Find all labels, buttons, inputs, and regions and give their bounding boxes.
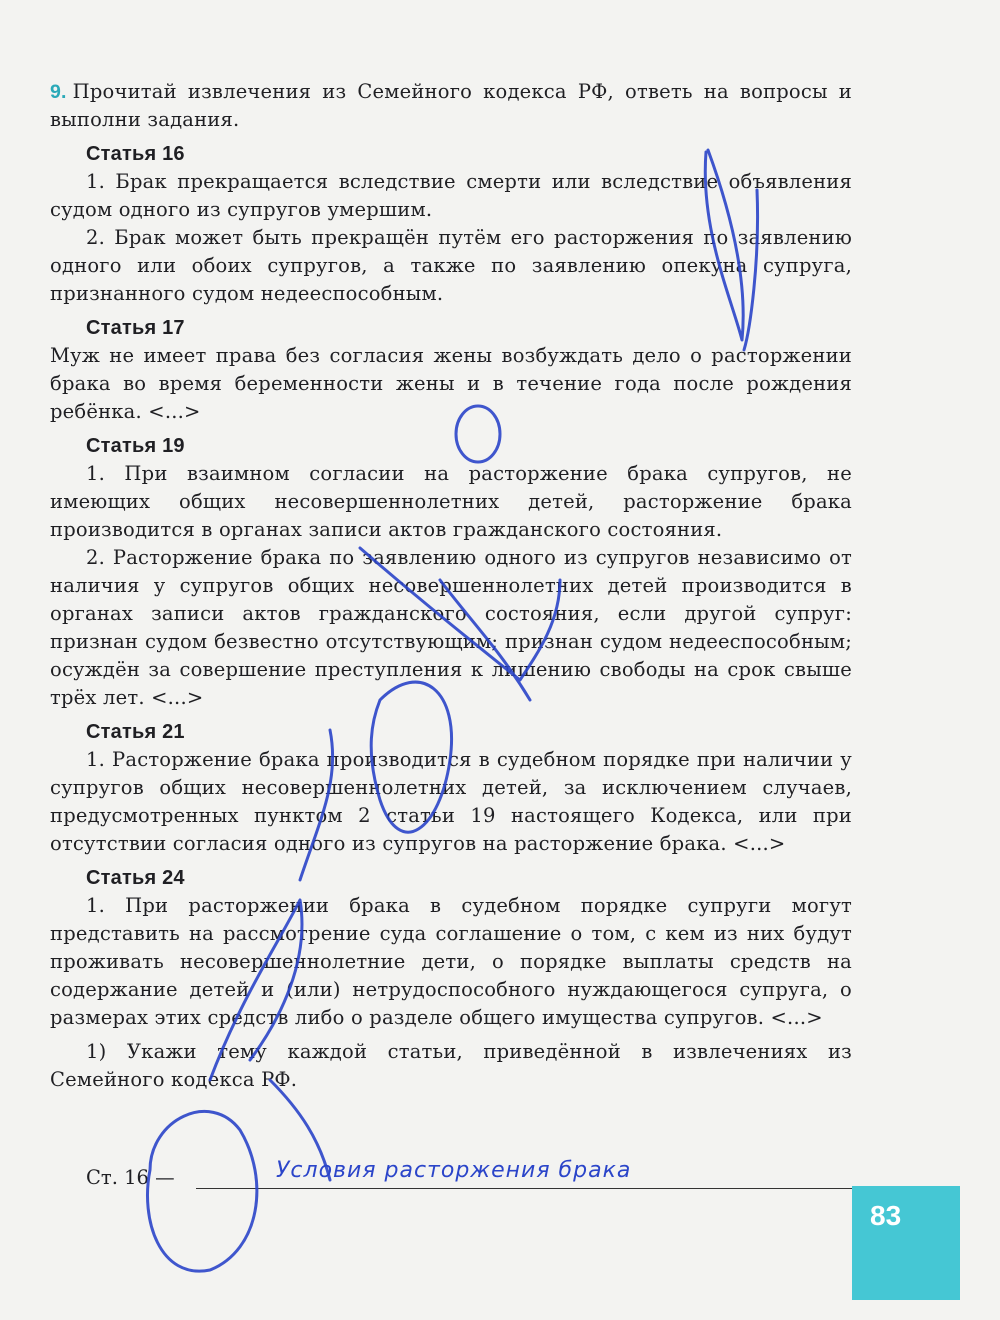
answer-underline — [196, 1188, 852, 1189]
answer-line[interactable] — [86, 1158, 854, 1192]
article-paragraph: Муж не имеет права без согласия жены возбуждать дело о расторжении брака во время беременности жены и в течение года после рождения ребёнка. <...> — [50, 344, 852, 423]
task-number: 9. — [50, 81, 67, 103]
page-number: 83 — [870, 1200, 902, 1231]
page-number-badge — [852, 1186, 960, 1300]
article-title: Статья 17 — [86, 317, 185, 339]
article-paragraph: 2. Брак может быть прекращён путём его расторжения по заявлению одного или обоих супругов, а также по заявлению опекуна супруга, признанного судом недееспособным. — [50, 226, 852, 305]
answer-label: Ст. 16 — — [86, 1166, 175, 1189]
question-1: 1) Укажи тему каждой статьи, приведённой в извлечениях из Семейного кодекса РФ. — [50, 1040, 852, 1091]
article-paragraph: 1. При расторжении брака в судебном порядке супруги могут представить на рассмотрение суда соглашение о том, с кем из них будут проживать несовершеннолетние дети, о порядке выплаты средств на содержание детей и (или) нетрудоспособного нуждающегося супруга, о размерах этих средств либо о разделе общего имущества супругов. <...> — [50, 894, 852, 1029]
article-title: Статья 16 — [86, 143, 185, 165]
task-statement — [50, 78, 852, 134]
task-text: Прочитай извлечения из Семейного кодекса РФ, ответь на вопросы и выполни задания. — [50, 80, 852, 131]
article-19 — [50, 432, 852, 712]
page-content — [50, 78, 852, 1094]
article-title: Статья 21 — [86, 721, 185, 743]
article-paragraph: 1. Расторжение брака производится в судебном порядке при наличии у супругов общих несовершеннолетних детей, за исключением случаев, предусмотренных пунктом 2 статьи 19 настоящего Кодекса, или при отсутствии согласия одного из супругов на расторжение брака. <...> — [50, 748, 852, 855]
article-17 — [50, 314, 852, 426]
article-title: Статья 24 — [86, 867, 185, 889]
article-24 — [50, 864, 852, 1032]
article-title: Статья 19 — [86, 435, 185, 457]
article-paragraph: 2. Расторжение брака по заявлению одного из супругов независимо от наличия у супругов общих несовершеннолетних детей производится в органах записи актов гражданского состояния, если другой супруг: признан судом безвестно отсутствующим; признан судом недееспособным; осуждён за совершение преступления к лишению свободы на срок свыше трёх лет. <...> — [50, 546, 852, 709]
article-paragraph: 1. При взаимном согласии на расторжение брака супругов, не имеющих общих несовершеннолетних детей, расторжение брака производится в органах записи актов гражданского состояния. — [50, 462, 852, 541]
handwritten-answer: Условия расторжения брака — [276, 1158, 632, 1183]
article-16 — [50, 140, 852, 308]
article-paragraph: 1. Брак прекращается вследствие смерти или вследствие объявления судом одного из супругов умершим. — [50, 170, 852, 221]
article-21 — [50, 718, 852, 858]
